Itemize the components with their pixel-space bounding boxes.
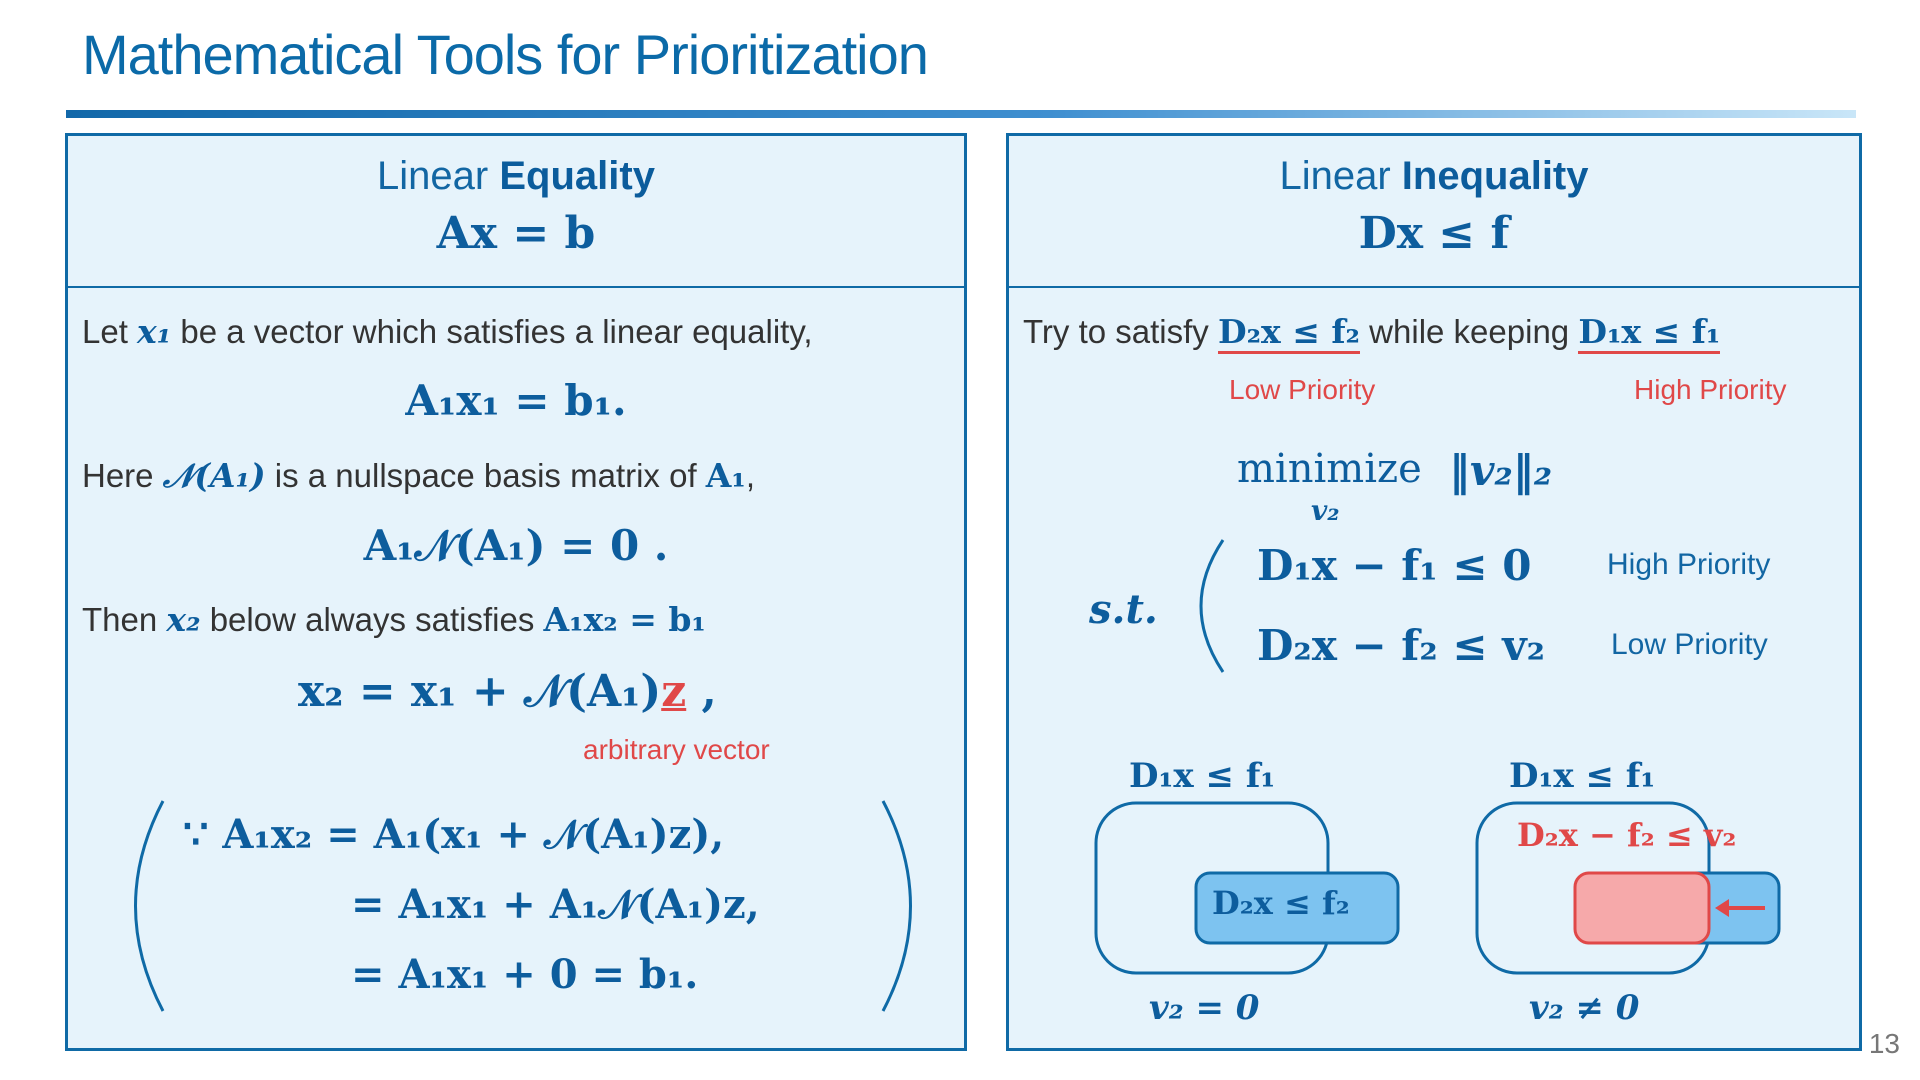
equality-line-1 (82, 312, 813, 351)
text: , (745, 457, 756, 494)
text: Then (82, 601, 167, 638)
eq3-main: x₂ = x₁ + 𝒩(A₁) (298, 666, 662, 717)
diagram-right-red-label: D₂x − f₂ ≤ v₂ (1517, 816, 1737, 854)
low-priority-constraint: D₂x ≤ f₂ (1218, 312, 1360, 354)
heading-prefix: Linear (1279, 154, 1402, 198)
equality-heading (68, 154, 964, 199)
equation-3 (298, 666, 717, 717)
slide-title: Mathematical Tools for Prioritization (82, 23, 928, 86)
equality-header (68, 136, 964, 288)
diagram-left-top-label: D₁x ≤ f₁ (1129, 756, 1276, 796)
heading-bold: Equality (499, 154, 655, 198)
constraint-1: D₁x − f₁ ≤ 0 (1257, 541, 1532, 590)
inequality-line-1 (1023, 312, 1720, 351)
arbitrary-vector-label: arbitrary vector (583, 734, 770, 765)
text: Let (82, 313, 138, 350)
text: Here (82, 457, 163, 494)
equation-2: A₁𝒩(A₁) = 0 . (363, 521, 669, 570)
subject-to: s.t. (1089, 586, 1158, 633)
high-priority-label: High Priority (1634, 374, 1787, 405)
inline-equation: A₁x₂ = b₁ (543, 600, 706, 639)
text: be a vector which satisfies a linear equality, (171, 313, 813, 350)
constraint-1-label: High Priority (1607, 548, 1771, 581)
minimize-subscript: v₂ (1311, 494, 1340, 527)
brace-path (1201, 540, 1223, 672)
linear-inequality-panel (1006, 133, 1862, 1051)
diagram-right-top-label: D₁x ≤ f₁ (1509, 756, 1656, 796)
page-number: 13 (1868, 1028, 1900, 1059)
var-a1: A₁ (705, 456, 746, 495)
inequality-heading (1009, 154, 1859, 199)
diagram-left-bottom-label: v₂ = 0 (1149, 988, 1260, 1028)
constraint-2-label: Low Priority (1611, 628, 1768, 661)
text: below always satisfies (200, 601, 544, 638)
arbitrary-z: z (661, 666, 687, 717)
title-underline (66, 110, 1856, 118)
text: while keeping (1360, 313, 1579, 350)
constraint-2: D₂x − f₂ ≤ v₂ (1257, 621, 1545, 670)
equality-line-3 (82, 600, 706, 639)
inequality-header (1009, 136, 1859, 288)
var-x1: x₁ (137, 312, 172, 351)
var-nullspace: 𝒩(A₁) (162, 456, 266, 495)
equality-formula: Ax = b (436, 208, 596, 259)
diagram-right-bottom-label: v₂ ≠ 0 (1529, 988, 1640, 1028)
high-priority-constraint: D₁x ≤ f₁ (1578, 312, 1720, 354)
var-x2: x₂ (166, 600, 201, 639)
proof-line-1: ∵ A₁x₂ = A₁(x₁ + 𝒩(A₁)z), (183, 811, 725, 858)
heading-prefix: Linear (377, 154, 500, 198)
minimize-word: minimize (1237, 446, 1422, 492)
low-priority-label: Low Priority (1229, 374, 1376, 405)
eq3-comma: , (686, 666, 717, 717)
right-paren (883, 801, 911, 1011)
diagram-left-inner-label: D₂x ≤ f₂ (1212, 884, 1350, 922)
objective-norm: ‖v₂‖₂ (1449, 446, 1553, 495)
left-paren (136, 801, 164, 1011)
constraint-brace (1189, 536, 1229, 676)
equality-line-2 (82, 456, 755, 496)
linear-equality-panel (65, 133, 967, 1051)
text: is a nullspace basis matrix of (265, 457, 706, 494)
text: Try to satisfy (1023, 313, 1218, 350)
proof-line-3: = A₁x₁ + 0 = b₁. (351, 951, 699, 998)
equation-1: A₁x₁ = b₁. (405, 376, 627, 425)
proof-line-2: = A₁x₁ + A₁𝒩(A₁)z, (351, 881, 760, 928)
inequality-formula: Dx ≤ f (1358, 208, 1510, 259)
relaxed-region (1575, 873, 1709, 943)
heading-bold: Inequality (1401, 154, 1589, 198)
